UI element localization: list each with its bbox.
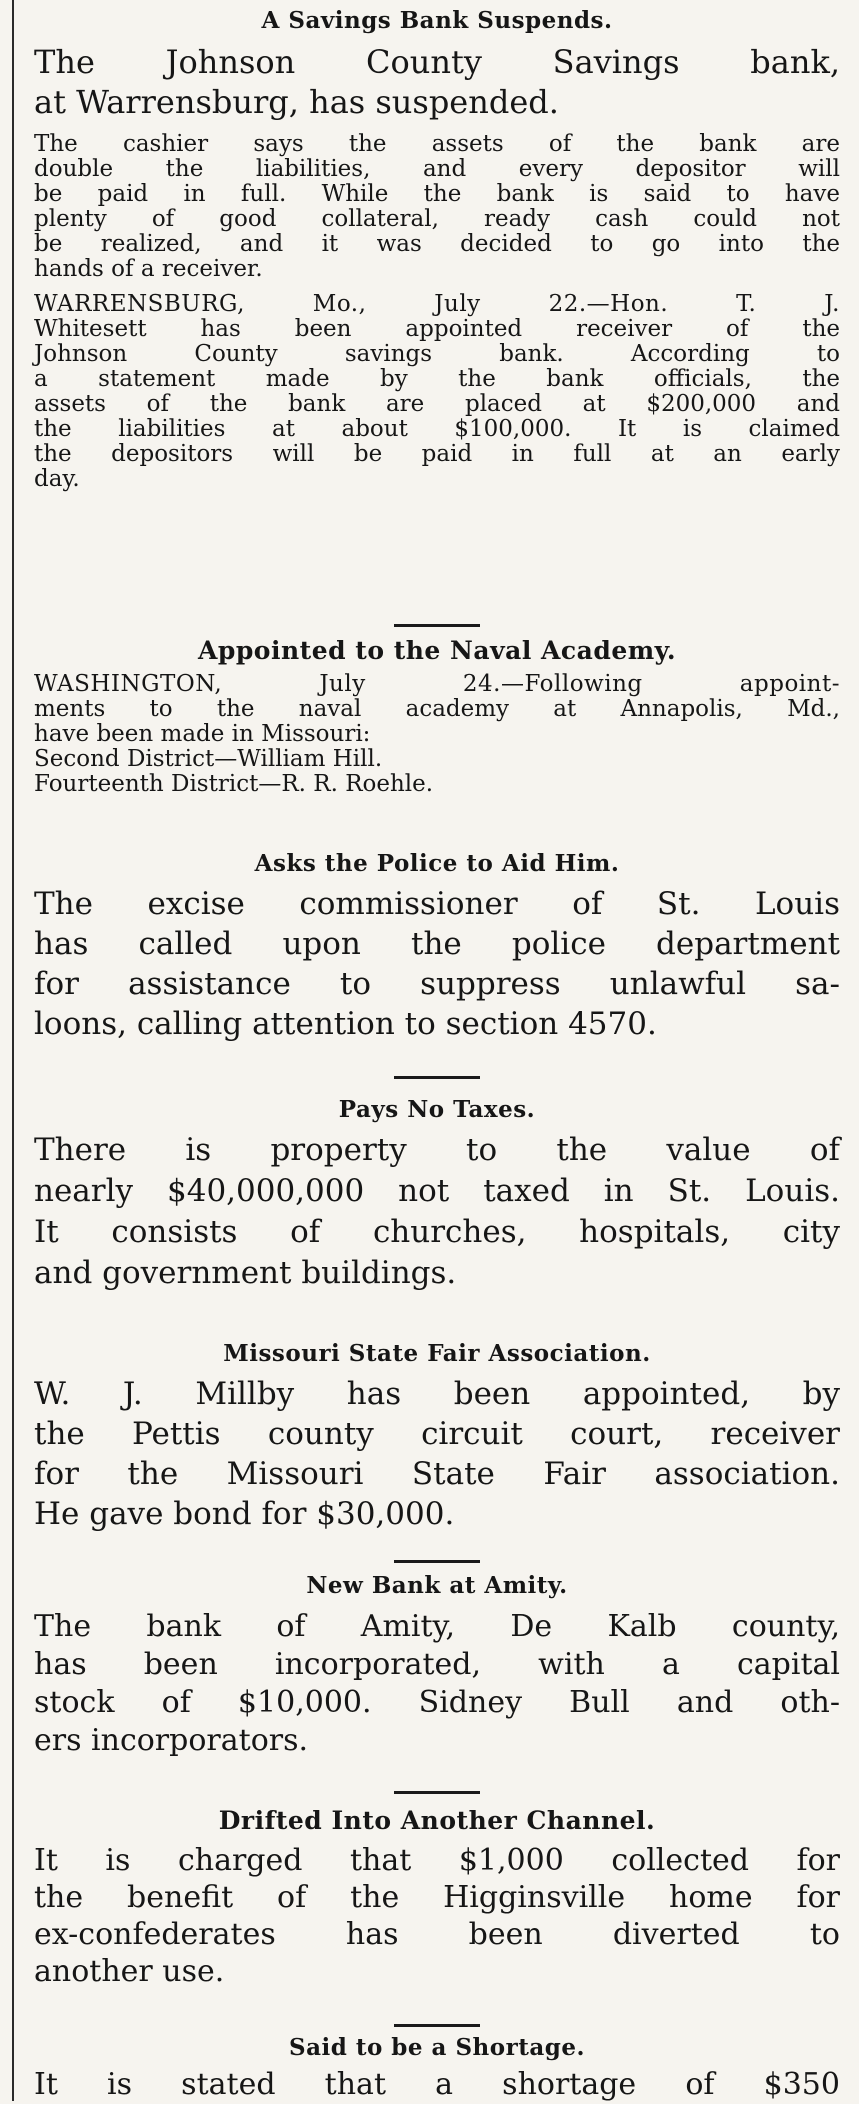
article-headline: Pays No Taxes. <box>338 1096 536 1123</box>
body-line: ers incorporators. <box>34 1723 309 1758</box>
article-body <box>34 1374 840 1534</box>
lead-line: at Warrensburg, has suspended. <box>34 83 559 121</box>
body-line: nearly $40,000,000 not taxed in St. Louis. <box>34 1173 840 1209</box>
body-line: have been made in Missouri: <box>34 721 371 747</box>
body-line: assets of the bank are placed at $200,000 and <box>34 391 840 417</box>
article-headline: Asks the Police to Aid Him. <box>254 850 620 877</box>
body-line: WASHINGTON, July 24.—Following appoint- <box>34 671 840 697</box>
body-line: It is stated that a shortage of $350 <box>34 2067 840 2102</box>
article-body <box>34 2066 840 2104</box>
body-line: the depositors will be paid in full at an early <box>34 441 840 467</box>
body-line: WARRENSBURG, Mo., July 22.—Hon. T. J. <box>34 291 840 317</box>
section-divider <box>394 2024 480 2027</box>
body-line: ments to the naval academy at Annapolis, Md., <box>34 696 840 722</box>
body-line: has been incorporated, with a capital <box>34 1647 840 1682</box>
body-line: day. <box>34 466 80 492</box>
article-shortage <box>34 2032 840 2104</box>
body-line: the Pettis county circuit court, receiver <box>34 1416 840 1452</box>
article-police-aid <box>34 848 840 1044</box>
article-body <box>34 1842 840 1990</box>
body-line: W. J. Millby has been appointed, by <box>34 1376 840 1412</box>
body-line: for the Missouri State Fair association. <box>34 1456 840 1492</box>
article-drifted-channel <box>34 1804 840 1990</box>
body-line: the benefit of the Higginsville home for <box>34 1880 840 1915</box>
article-bank-amity <box>34 1570 840 1760</box>
body-line: double the liabilities, and every depositor will <box>34 156 840 182</box>
body-line: has called upon the police department <box>34 926 840 962</box>
article-headline: New Bank at Amity. <box>306 1572 568 1599</box>
section-divider <box>394 1560 480 1563</box>
body-line: Whitesett has been appointed receiver of the <box>34 316 840 342</box>
article-body-dispatch <box>34 292 840 492</box>
body-line: loons, calling attention to section 4570. <box>34 1006 657 1042</box>
body-line: Johnson County savings bank. According to <box>34 341 840 367</box>
body-line: The bank of Amity, De Kalb county, <box>34 1609 840 1644</box>
article-lead <box>34 42 840 122</box>
article-headline: Appointed to the Naval Academy. <box>197 636 677 665</box>
body-line: and government buildings. <box>34 1255 457 1291</box>
article-pays-no-taxes <box>34 1094 840 1294</box>
section-divider <box>394 624 480 627</box>
section-divider <box>394 1076 480 1079</box>
article-headline: Drifted Into Another Channel. <box>218 1806 656 1835</box>
body-line: There is property to the value of <box>34 1132 840 1168</box>
article-body <box>34 672 840 797</box>
body-line: The cashier says the assets of the bank are <box>34 131 840 157</box>
article-body <box>34 1608 840 1760</box>
section-divider <box>394 1791 480 1794</box>
body-line: It consists of churches, hospitals, city <box>34 1214 840 1250</box>
body-line: another use. <box>34 1954 225 1989</box>
article-body <box>34 132 840 282</box>
body-line: hands of a receiver. <box>34 256 263 282</box>
body-line: The excise commissioner of St. Louis <box>34 886 840 922</box>
article-body <box>34 1130 840 1294</box>
lead-line: The Johnson County Savings bank, <box>34 43 840 81</box>
body-line: Fourteenth District—R. R. Roehle. <box>34 771 434 797</box>
article-headline: Said to be a Shortage. <box>289 2034 585 2061</box>
column-border <box>12 0 14 2101</box>
body-line: be realized, and it was decided to go into the <box>34 231 840 257</box>
article-state-fair <box>34 1338 840 1534</box>
body-line: be paid in full. While the bank is said to have <box>34 181 840 207</box>
body-line: ex-confederates has been diverted to <box>34 1917 840 1952</box>
body-line: stock of $10,000. Sidney Bull and oth- <box>34 1685 840 1720</box>
article-body <box>34 884 840 1044</box>
body-line: plenty of good collateral, ready cash could not <box>34 206 840 232</box>
body-line: the liabilities at about $100,000. It is claimed <box>34 416 840 442</box>
article-headline: A Savings Bank Suspends. <box>261 7 613 34</box>
article-headline: Missouri State Fair Association. <box>223 1340 651 1367</box>
body-line: for assistance to suppress unlawful sa- <box>34 966 840 1002</box>
body-line: a statement made by the bank officials, the <box>34 366 840 392</box>
article-savings-bank <box>34 6 840 492</box>
article-naval-academy <box>34 634 840 797</box>
body-line: Second District—William Hill. <box>34 746 383 772</box>
body-line: He gave bond for $30,000. <box>34 1496 455 1532</box>
body-line: It is charged that $1,000 collected for <box>34 1843 840 1878</box>
